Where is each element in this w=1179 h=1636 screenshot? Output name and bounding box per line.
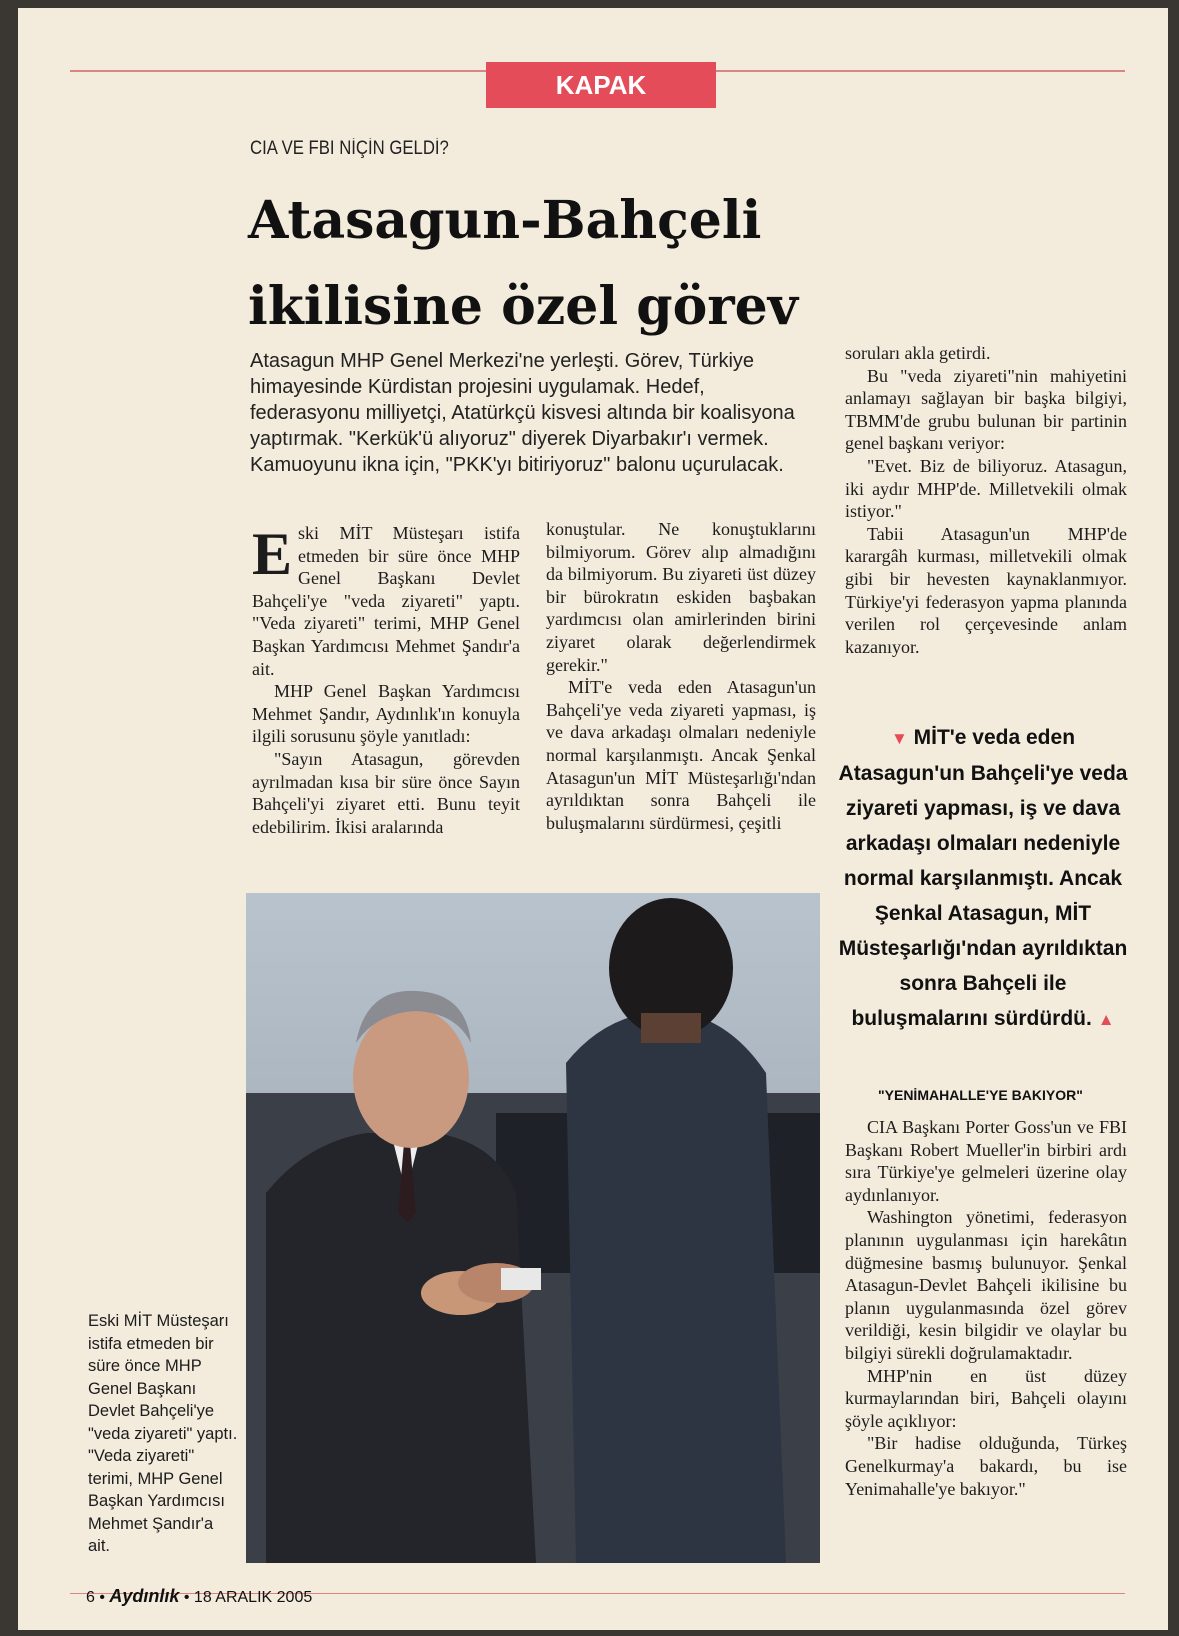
pull-quote: ▼ MİT'e veda eden Atasagun'un Bahçeli'ye veda ziyareti yapması, iş ve dava arkadaşı olmaları nedeniyle normal karşılanmıştı. Ancak Şenkal Atasagun, MİT Müsteşarlığı'ndan ayrıldıktan sonra Bahçeli ile buluşmalarını sürdürdü. ▲ bbox=[838, 726, 1128, 1030]
body-paragraph: MİT'e veda eden Atasagun'un Bahçeli'ye veda ziyareti yapması, iş ve dava arkadaşı olmaları nedeniyle normal karşılanmıştı. Ancak Şenkal Atasagun'un MİT Müsteşarlığı'ndan ayrıldıktan sonra Bahçeli ile buluşmalarını sürdürmesi, çeşitli bbox=[546, 677, 816, 833]
body-paragraph: "Bir hadise olduğunda, Türkeş Genelkurmay'a bakardı, bu ise Yenimahalle'ye bakıyor." bbox=[845, 1433, 1127, 1499]
triangle-up-icon: ▲ bbox=[1097, 1010, 1115, 1029]
body-paragraph: Eski MİT Müsteşarı istifa etmeden bir süre önce MHP Genel Başkanı Devlet Bahçeli'ye "veda ziyareti" yaptı. "Veda ziyareti" terimi, MHP Genel Başkan Yardımcısı Mehmet Şandır'a ait. bbox=[252, 521, 520, 679]
body-paragraph: "Evet. Biz de biliyoruz. Atasagun, iki aydır MHP'de. Milletvekili olmak istiyor." bbox=[845, 455, 1127, 522]
body-paragraph: Washington yönetimi, federasyon planının uygulanması için harekâtın düğmesine basmış bulunuyor. Şenkal Atasagun-Devlet Bahçeli ikilisine bu planın uygulanmasında özel görev verildiği, kesin bilgidir ve olaylar bu bilgiyi sürekli doğrulamaktadır. bbox=[845, 1207, 1127, 1363]
magazine-name: Aydınlık bbox=[109, 1586, 180, 1606]
body-column-3-lower bbox=[845, 1116, 1127, 1500]
body-paragraph: konuştular. Ne konuştuklarını bilmiyorum. Görev alıp almadığını da bilmiyorum. Bu ziyareti üst düzey bir bürokratın eskiden başbakan yardımcısı olan amirlerinden birini ziyaret olarak değerlendirmek gerekir." bbox=[546, 519, 816, 675]
photo-caption: Eski MİT Müsteşarı istifa etmeden bir süre önce MHP Genel Başkanı Devlet Bahçeli'ye "veda ziyareti" yaptı. "Veda ziyareti" terimi, MHP Genel Başkan Yardımcısı Mehmet Şandır'a ait. bbox=[88, 1312, 238, 1555]
headline: Atasagun-Bahçeli ikilisine özel görev bbox=[248, 190, 798, 337]
body-paragraph: Tabii Atasagun'un MHP'de karargâh kurması, milletvekili olmak gibi bir hevesten kaynaklanmıyor. Türkiye'yi federasyon yapma planında verilen rol çerçevesinde anlam kazanıyor. bbox=[845, 523, 1127, 657]
body-paragraph: MHP Genel Başkan Yardımcısı Mehmet Şandır, Aydınlık'ın konuyla ilgili sorusunu şöyle yanıtladı: bbox=[252, 681, 520, 747]
body-paragraph: MHP'nin en üst düzey kurmaylarından biri, Bahçeli olayını şöyle açıklıyor: bbox=[845, 1365, 1127, 1431]
photo-handshake bbox=[246, 893, 820, 1563]
lead-paragraph: Atasagun MHP Genel Merkezi'ne yerleşti. Görev, Türkiye himayesinde Kürdistan projesini uygulamak. Hedef, federasyonu milliyetçi, Atatürkçü kisvesi altında bir koalisyona yaptırmak. "Kerkük'ü alıyoruz" diyerek Diyarbakır'ı vermek. Kamuoyunu ikna için, "PKK'yı bitiriyoruz" balonu uçurulacak. bbox=[250, 350, 795, 476]
issue-date: 18 ARALIK 2005 bbox=[193, 1589, 313, 1606]
kicker: CIA VE FBI NİÇİN GELDİ? bbox=[250, 138, 449, 159]
drop-cap: E bbox=[252, 521, 293, 587]
page-number: 6 bbox=[86, 1589, 95, 1606]
body-paragraph: CIA Başkanı Porter Goss'un ve FBI Başkanı Robert Mueller'in birbiri ardı sıra Türkiye'ye gelmeleri üzerine olay aydınlanıyor. bbox=[845, 1117, 1127, 1205]
subheading: "YENİMAHALLE'YE BAKIYOR" bbox=[878, 1087, 1083, 1103]
folio: 6 • Aydınlık • 18 ARALIK 2005 bbox=[86, 1586, 313, 1606]
body-paragraph: Bu "veda ziyareti"nin mahiyetini anlamayı sağlayan bir başka bilgiyi, TBMM'de grubu bulunan bir partinin genel başkanı veriyor: bbox=[845, 365, 1127, 454]
body-column-2 bbox=[546, 518, 816, 834]
body-paragraph: soruları akla getirdi. bbox=[845, 343, 991, 363]
body-column-1 bbox=[252, 522, 520, 838]
section-label: KAPAK bbox=[486, 62, 716, 108]
handshake-illustration bbox=[246, 893, 820, 1563]
body-column-3 bbox=[845, 342, 1127, 658]
triangle-down-icon: ▼ bbox=[890, 729, 908, 748]
body-paragraph: "Sayın Atasagun, görevden ayrılmadan kısa bir süre önce Sayın Bahçeli'yi ziyaret etti. Bunu teyit edebilirim. İkisi aralarında bbox=[252, 748, 520, 837]
